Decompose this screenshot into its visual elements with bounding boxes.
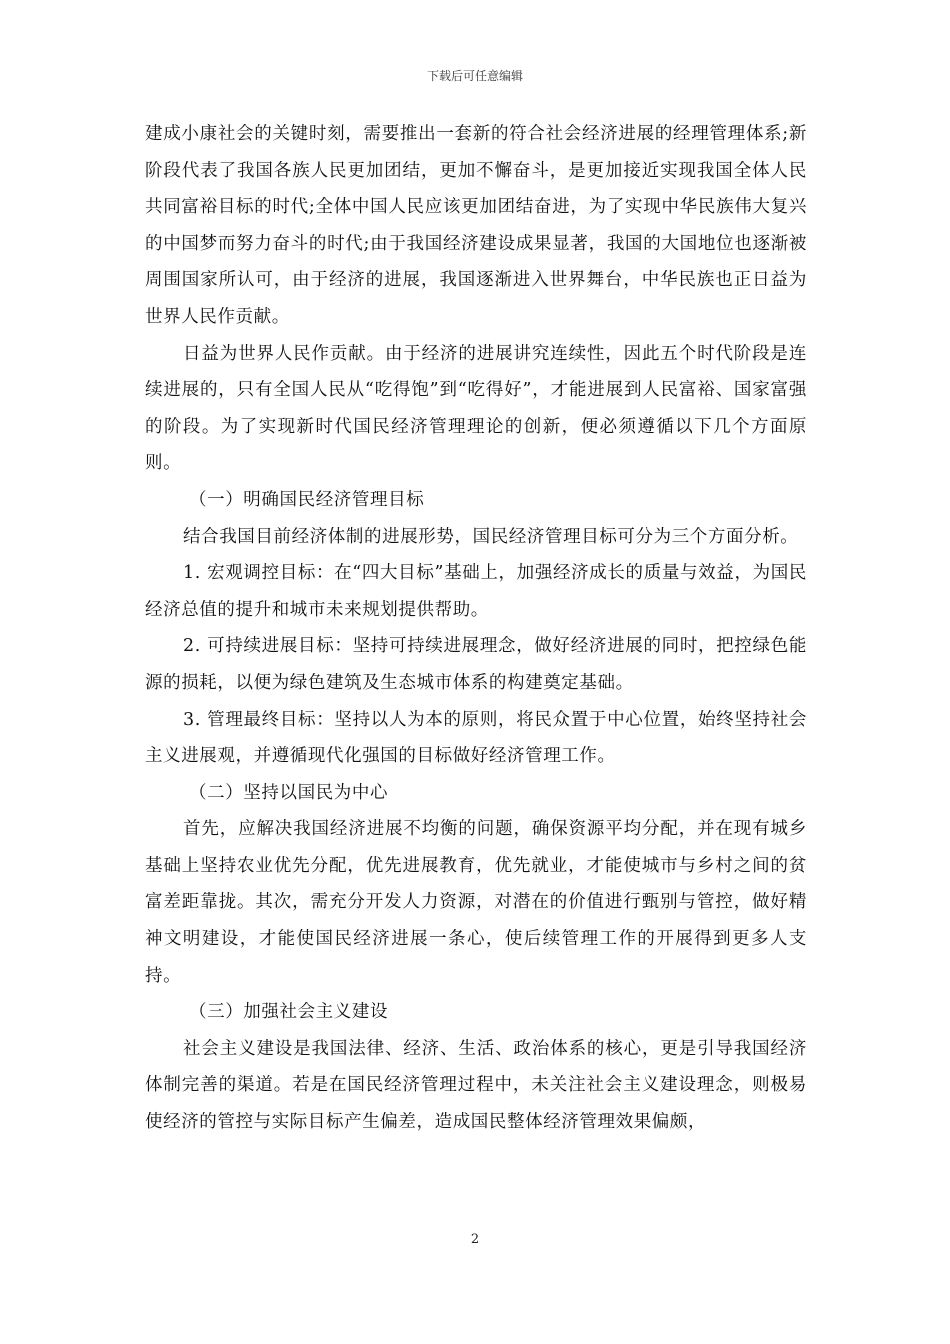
paragraph: 日益为世界人民作贡献。由于经济的进展讲究连续性，因此五个时代阶段是连续进展的，只有全国人民从“吃得饱”到“吃得好”，才能进展到人民富裕、国家富强的阶段。为了实现新时代国民经济管理理论的创新，便必须遵循以下几个方面原则。	[145, 343, 807, 474]
paragraph: 首先，应解决我国经济进展不均衡的问题，确保资源平均分配，并在现有城乡基础上坚持农业优先分配，优先进展教育，优先就业，才能使城市与乡村之间的贫富差距靠拢。其次，需充分开发人力资源，对潜在的价值进行甄别与管控，做好精神文明建设，才能使国民经济进展一条心，使后续管理工作的开展得到更多人支持。	[145, 819, 807, 986]
list-item: 2. 可持续进展目标：坚持可持续进展理念，做好经济进展的同时，把控绿色能源的损耗，以便为绿色建筑及生态城市体系的构建奠定基础。	[145, 636, 807, 693]
list-item: 3. 管理最终目标：坚持以人为本的原则，将民众置于中心位置，始终坚持社会主义进展观，并遵循现代化强国的目标做好经济管理工作。	[145, 709, 807, 767]
section-heading: （二）坚持以国民为中心	[189, 782, 389, 803]
page-number: 2	[470, 1232, 480, 1247]
list-item: 1. 宏观调控目标：在“四大目标”基础上，加强经济成长的质量与效益，为国民经济总值的提升和城市未来规划提供帮助。	[145, 563, 807, 620]
paragraph-continuation: 建成小康社会的关键时刻，需要推出一套新的符合社会经济进展的经理管理体系;新阶段代表了我国各族人民更加团结，更加不懈奋斗，是更加接近实现我国全体人民共同富裕目标的时代;全体中国人民应该更加团结奋进，为了实现中华民族伟大复兴的中国梦而努力奋斗的时代;由于我国经济建设成果显著，我国的大国地位也逐渐被周围国家所认可，由于经济的进展，我国逐渐进入世界舞台，中华民族也正日益为世界人民作贡献。	[145, 124, 807, 327]
section-heading: （三）加强社会主义建设	[189, 1002, 389, 1023]
section-heading: （一）明确国民经济管理目标	[189, 489, 425, 510]
paragraph: 结合我国目前经济体制的进展形势，国民经济管理目标可分为三个方面分析。	[183, 526, 799, 547]
paragraph: 社会主义建设是我国法律、经济、生活、政治体系的核心，更是引导我国经济体制完善的渠道。若是在国民经济管理过程中，未关注社会主义建设理念，则极易使经济的管控与实际目标产生偏差，造成国民整体经济管理效果偏颇，	[145, 1038, 807, 1133]
header-note: 下载后可任意编辑	[426, 69, 523, 83]
document-body	[145, 116, 807, 1141]
